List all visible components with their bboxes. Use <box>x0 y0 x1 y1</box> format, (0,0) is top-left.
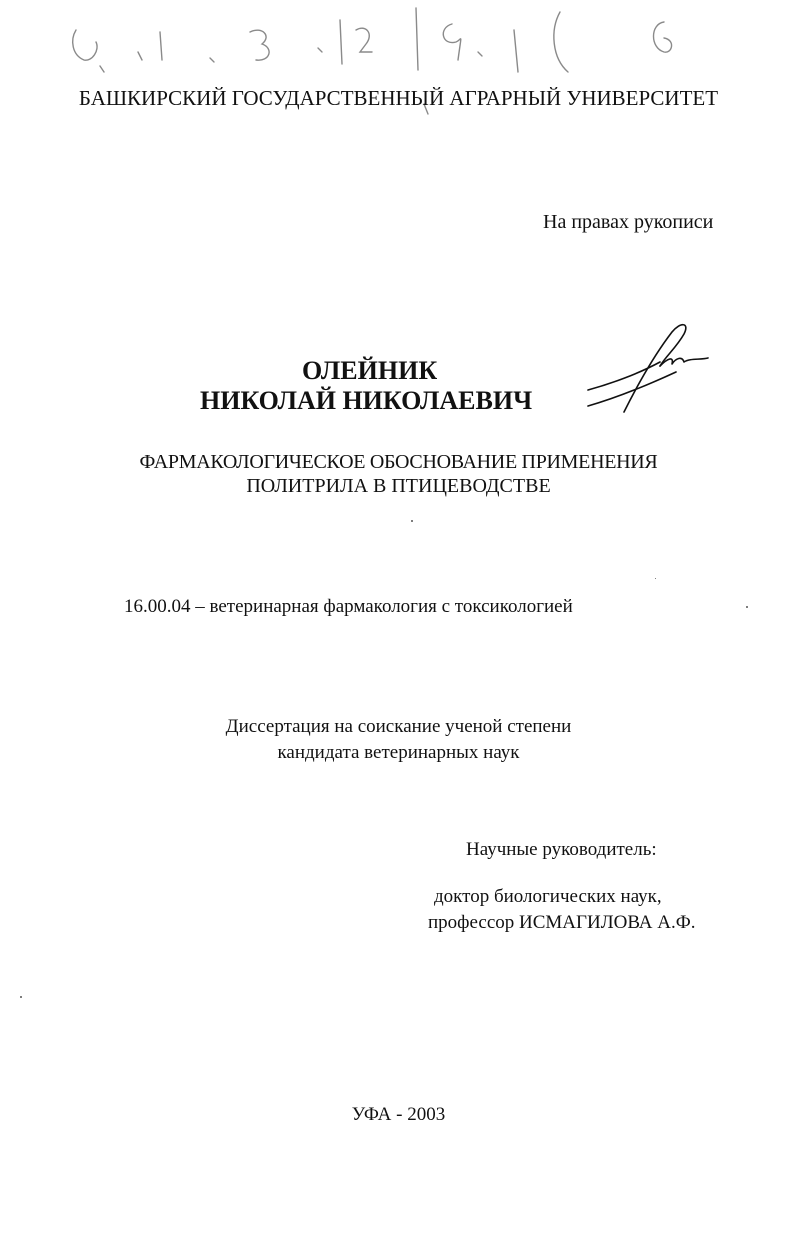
dissertation-line2: кандидата ветеринарных наук <box>277 742 520 763</box>
dissertation-line1: Диссертация на соискание ученой степени <box>225 716 572 737</box>
author-surname: ОЛЕЙНИК <box>302 356 438 385</box>
city-year: УФА - 2003 <box>351 1104 446 1125</box>
university-name: БАШКИРСКИЙ ГОСУДАРСТВЕННЫЙ АГРАРНЫЙ УНИВЕРСИТЕТ <box>78 86 719 110</box>
signature-icon <box>580 318 720 418</box>
scan-speck <box>746 606 748 608</box>
advisor-heading: Научные руководитель: <box>466 839 657 860</box>
thesis-title-line1: ФАРМАКОЛОГИЧЕСКОЕ ОБОСНОВАНИЕ ПРИМЕНЕНИЯ <box>139 451 658 473</box>
scan-speck <box>20 996 22 998</box>
pencil-marks-icon <box>0 0 797 130</box>
thesis-title-line2: ПОЛИТРИЛА В ПТИЦЕВОДСТВЕ <box>246 475 551 497</box>
rights-note: На правах рукописи <box>543 211 714 233</box>
scan-speck <box>411 520 413 522</box>
specialty-code: 16.00.04 – ветеринарная фармакология с токсикологией <box>124 596 573 617</box>
advisor-name: профессор ИСМАГИЛОВА А.Ф. <box>428 912 696 933</box>
advisor-degree: доктор биологических наук, <box>434 886 662 907</box>
scan-speck <box>655 578 656 579</box>
author-given-names: НИКОЛАЙ НИКОЛАЕВИЧ <box>200 386 533 415</box>
